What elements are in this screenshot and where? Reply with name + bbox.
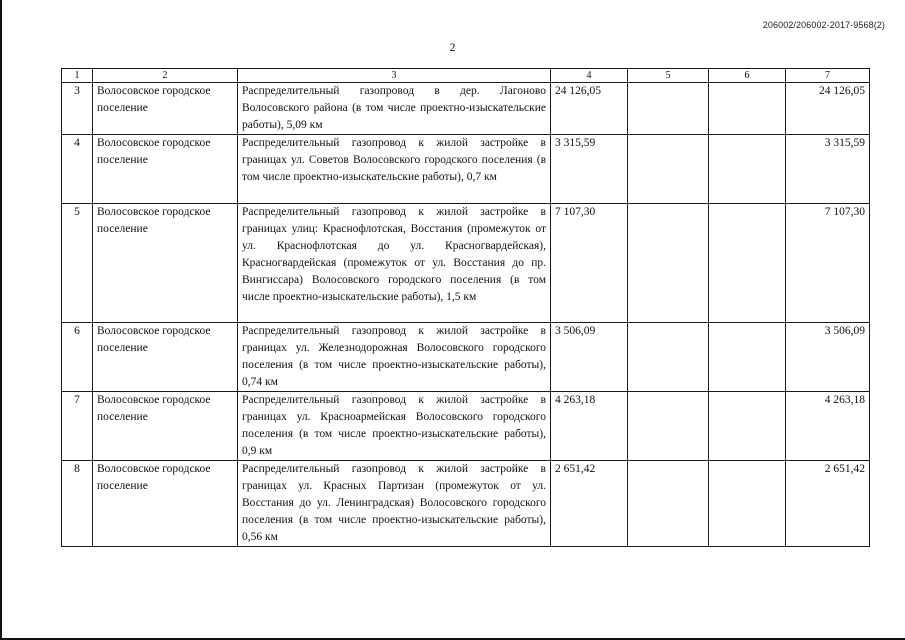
- description-cell: Распределительный газопровод к жилой застройке в границах улиц: Краснофлотская, Восстания (промежуток от ул. Краснофлотская до ул. Красногвардейская), Красногвардейская (промежуток от ул. Восстания до пр. Вингиссара) Волосовского городского поселения (в том числе проектно-изыскательские работы), 1,5 км: [238, 204, 551, 323]
- empty-cell: [709, 392, 786, 461]
- municipality-cell: Волосовское городское поселение: [93, 83, 238, 135]
- empty-cell: [709, 461, 786, 547]
- empty-cell: [709, 323, 786, 392]
- total-cell: 24 126,05: [786, 83, 870, 135]
- row-number: 5: [62, 204, 93, 323]
- column-number: 1: [62, 69, 93, 83]
- amount-cell: 3 506,09: [551, 323, 628, 392]
- municipality-cell: Волосовское городское поселение: [93, 135, 238, 204]
- empty-cell: [628, 83, 709, 135]
- total-cell: 4 263,18: [786, 392, 870, 461]
- amount-cell: 3 315,59: [551, 135, 628, 204]
- table-row: [62, 83, 870, 135]
- column-number: 4: [551, 69, 628, 83]
- amount-cell: 7 107,30: [551, 204, 628, 323]
- empty-cell: [709, 204, 786, 323]
- empty-cell: [628, 392, 709, 461]
- description-cell: Распределительный газопровод к жилой застройке в границах ул. Железнодорожная Волосовского городского поселения (в том числе проектно-изыскательские работы), 0,74 км: [238, 323, 551, 392]
- budget-table: [61, 68, 870, 547]
- column-number: 7: [786, 69, 870, 83]
- column-number: 6: [709, 69, 786, 83]
- total-cell: 3 506,09: [786, 323, 870, 392]
- page-number: 2: [449, 40, 456, 54]
- row-number: 8: [62, 461, 93, 547]
- table-row: [62, 461, 870, 547]
- table-row: [62, 204, 870, 323]
- row-number: 3: [62, 83, 93, 135]
- document-id: 206002/206002-2017-9568(2): [762, 20, 885, 30]
- municipality-cell: Волосовское городское поселение: [93, 323, 238, 392]
- empty-cell: [709, 83, 786, 135]
- empty-cell: [628, 135, 709, 204]
- column-number: 2: [93, 69, 238, 83]
- amount-cell: 24 126,05: [551, 83, 628, 135]
- scan-edge-left: [0, 0, 2, 640]
- total-cell: 3 315,59: [786, 135, 870, 204]
- amount-cell: 4 263,18: [551, 392, 628, 461]
- row-number: 4: [62, 135, 93, 204]
- municipality-cell: Волосовское городское поселение: [93, 461, 238, 547]
- description-cell: Распределительный газопровод к жилой застройке в границах ул. Красных Партизан (промежуток от ул. Восстания до ул. Ленинградская) Волосовского городского поселения (в том числе проектно-изыскательские работы), 0,56 км: [238, 461, 551, 547]
- row-number: 7: [62, 392, 93, 461]
- municipality-cell: Волосовское городское поселение: [93, 204, 238, 323]
- description-cell: Распределительный газопровод в дер. Лагоново Волосовского района (в том числе проектно-изыскательские работы), 5,09 км: [238, 83, 551, 135]
- table-row: [62, 323, 870, 392]
- description-cell: Распределительный газопровод к жилой застройке в границах ул. Красноармейская Волосовского городского поселения (в том числе проектно-изыскательские работы), 0,9 км: [238, 392, 551, 461]
- empty-cell: [628, 204, 709, 323]
- column-number: 3: [238, 69, 551, 83]
- municipality-cell: Волосовское городское поселение: [93, 392, 238, 461]
- total-cell: 7 107,30: [786, 204, 870, 323]
- empty-cell: [628, 323, 709, 392]
- table-row: [62, 392, 870, 461]
- amount-cell: 2 651,42: [551, 461, 628, 547]
- column-number: 5: [628, 69, 709, 83]
- empty-cell: [709, 135, 786, 204]
- description-cell: Распределительный газопровод к жилой застройке в границах ул. Советов Волосовского городского поселения (в том числе проектно-изыскательские работы), 0,7 км: [238, 135, 551, 204]
- row-number: 6: [62, 323, 93, 392]
- empty-cell: [628, 461, 709, 547]
- column-number-row: [62, 69, 870, 83]
- total-cell: 2 651,42: [786, 461, 870, 547]
- table-row: [62, 135, 870, 204]
